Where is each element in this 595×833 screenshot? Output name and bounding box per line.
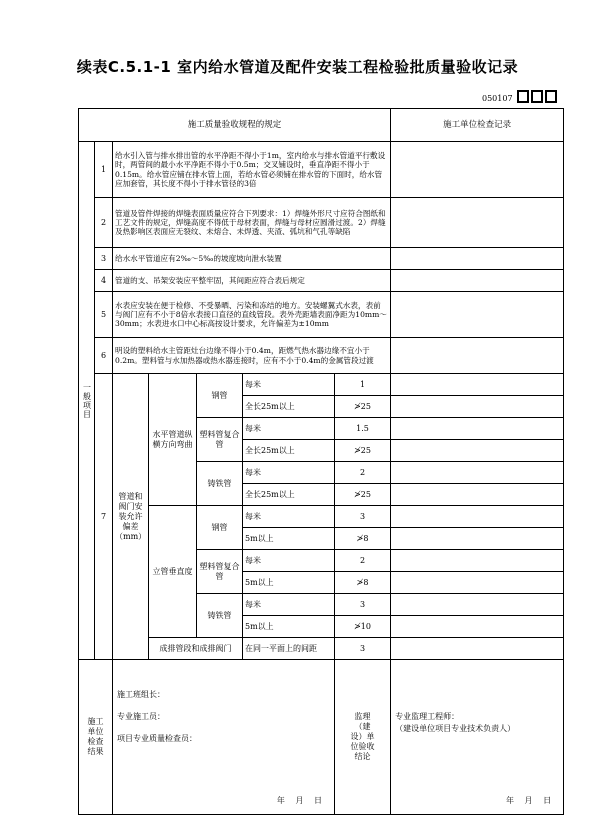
item-text: 明设的塑料给水主管距灶台边缘不得小于0.4m，距燃气热水器边缘不宜小于0.2m。塑料管与水加热器或热水器连接时，应有不小于0.4m的金属管段过渡 xyxy=(113,338,391,374)
record-cell[interactable] xyxy=(391,528,564,550)
item-text: 给水引入管与排水排出管的水平净距不得小于1m，室内给水与排水管道平行敷设时，两管间的最小水平净距不得小于0.5m；交叉铺设时，垂直净距不得小于0.15m。给水管应铺在排水管上面，若给水管必须铺在排水管的下面时，给水管应加套管，其长度不得小于排水管径的3倍 xyxy=(113,142,391,198)
record-cell[interactable] xyxy=(391,292,564,338)
record-cell[interactable] xyxy=(391,142,564,198)
condition: 全长25m以上 xyxy=(243,484,335,506)
record-cell[interactable] xyxy=(391,594,564,616)
tolerance: 2 xyxy=(335,550,391,572)
record-cell[interactable] xyxy=(391,338,564,374)
item-no: 3 xyxy=(95,248,113,270)
pipe-cast-iron: 铸铁管 xyxy=(197,594,243,638)
tolerance: 2 xyxy=(335,462,391,484)
supervision-date: 年 月 日 xyxy=(505,796,552,805)
inspection-table xyxy=(78,108,564,815)
condition: 全长25m以上 xyxy=(243,396,335,418)
pipe-plastic: 塑料管复合管 xyxy=(197,550,243,594)
record-cell[interactable] xyxy=(391,484,564,506)
item-no: 6 xyxy=(95,338,113,374)
pipe-steel: 钢管 xyxy=(197,506,243,550)
tolerance: ≯25 xyxy=(335,440,391,462)
page-title: 续表C.5.1-1 室内给水管道及配件安装工程检验批质量验收记录 xyxy=(76,58,519,76)
code-box[interactable] xyxy=(517,90,529,103)
tolerance: ≯8 xyxy=(335,528,391,550)
record-cell[interactable] xyxy=(391,418,564,440)
tolerance: 1 xyxy=(335,374,391,396)
record-cell[interactable] xyxy=(391,248,564,270)
item-text: 管道及管件焊接的焊缝表面质量应符合下列要求：1）焊缝外形尺寸应符合图纸和工艺文件的规定，焊缝高度不得低于母材表面，焊缝与母材应圆滑过渡。2）焊缝及热影响区表面应无裂纹、未熔合、未焊透、夹渣、弧坑和气孔等缺陷 xyxy=(113,198,391,248)
row-label: 成排管段和成排阀门 xyxy=(149,638,243,660)
header-row xyxy=(79,109,564,142)
condition: 5m以上 xyxy=(243,572,335,594)
table-row xyxy=(79,638,564,660)
signature-row xyxy=(79,660,564,815)
record-cell[interactable] xyxy=(391,374,564,396)
condition: 每米 xyxy=(243,550,335,572)
record-cell[interactable] xyxy=(391,198,564,248)
item-text: 给水水平管道应有2‰～5‰的坡度坡向泄水装置 xyxy=(113,248,391,270)
condition: 5m以上 xyxy=(243,528,335,550)
tolerance: ≯10 xyxy=(335,616,391,638)
item-no: 5 xyxy=(95,292,113,338)
condition: 每米 xyxy=(243,506,335,528)
item-no: 1 xyxy=(95,142,113,198)
table-row xyxy=(79,374,564,396)
condition: 每米 xyxy=(243,374,335,396)
table-row xyxy=(79,338,564,374)
record-cell[interactable] xyxy=(391,440,564,462)
record-cell[interactable] xyxy=(391,270,564,292)
table-row xyxy=(79,270,564,292)
header-spec: 施工质量验收规程的规定 xyxy=(79,109,391,142)
pipe-cast-iron: 铸铁管 xyxy=(197,462,243,506)
tolerance: ≯8 xyxy=(335,572,391,594)
record-cell[interactable] xyxy=(391,550,564,572)
condition: 每米 xyxy=(243,462,335,484)
tolerance: 3 xyxy=(335,638,391,660)
pipe-steel: 钢管 xyxy=(197,374,243,418)
condition: 在同一平面上的间距 xyxy=(243,638,335,660)
condition: 每米 xyxy=(243,418,335,440)
record-cell[interactable] xyxy=(391,506,564,528)
team-leader-label: 施工班组长： xyxy=(117,690,165,699)
table-row xyxy=(79,142,564,198)
tolerance: ≯25 xyxy=(335,396,391,418)
record-cell[interactable] xyxy=(391,572,564,594)
record-cell[interactable] xyxy=(391,616,564,638)
item-text: 管道的支、吊架安装应平整牢固，其间距应符合表后规定 xyxy=(113,270,391,292)
construction-date: 年 月 日 xyxy=(276,796,322,805)
record-cell[interactable] xyxy=(391,638,564,660)
supervision-label: 监理（建设）单位验收结论 xyxy=(335,660,391,815)
engineer-label: 专业监理工程师： xyxy=(395,712,460,721)
condition: 全长25m以上 xyxy=(243,440,335,462)
item-text: 水表应安装在便于检修、不受暴晒、污染和冻结的地方。安装螺翼式水表，表前与阀门应有不小于8倍水表接口直径的直线管段。表外壳距墙表面净距为10mm～30mm；水表进水口中心标高按设计要求，允许偏差为±10mm xyxy=(113,292,391,338)
deviation-label: 管道和阀门安装允许偏差（mm） xyxy=(113,374,149,660)
code-box[interactable] xyxy=(545,90,557,103)
vertical-label: 立管垂直度 xyxy=(149,506,197,638)
tolerance: 3 xyxy=(335,506,391,528)
inspector-label: 项目专业质量检查员： xyxy=(117,734,197,743)
owner-rep-label: （建设单位项目专业技术负责人） xyxy=(395,724,516,733)
form-code: 050107 xyxy=(482,94,513,103)
condition: 每米 xyxy=(243,594,335,616)
tolerance: 3 xyxy=(335,594,391,616)
table-row xyxy=(79,248,564,270)
pipe-plastic: 塑料管复合管 xyxy=(197,418,243,462)
condition: 5m以上 xyxy=(243,616,335,638)
tolerance: ≯25 xyxy=(335,484,391,506)
item-no: 4 xyxy=(95,270,113,292)
table-row xyxy=(79,198,564,248)
construction-result-cell[interactable] xyxy=(113,660,335,815)
item-no: 2 xyxy=(95,198,113,248)
code-boxes xyxy=(517,90,557,103)
horizontal-label: 水平管道纵横方向弯曲 xyxy=(149,374,197,506)
record-cell[interactable] xyxy=(391,396,564,418)
worker-label: 专业施工员： xyxy=(117,712,165,721)
group-label: 一般项目 xyxy=(79,142,95,660)
item-no: 7 xyxy=(95,374,113,660)
record-cell[interactable] xyxy=(391,462,564,484)
supervision-cell[interactable] xyxy=(391,660,564,815)
table-row xyxy=(79,506,564,528)
construction-result-label: 施工单位检查结果 xyxy=(79,660,113,815)
table-row xyxy=(79,292,564,338)
code-box[interactable] xyxy=(531,90,543,103)
header-record: 施工单位检查记录 xyxy=(391,109,564,142)
tolerance: 1.5 xyxy=(335,418,391,440)
